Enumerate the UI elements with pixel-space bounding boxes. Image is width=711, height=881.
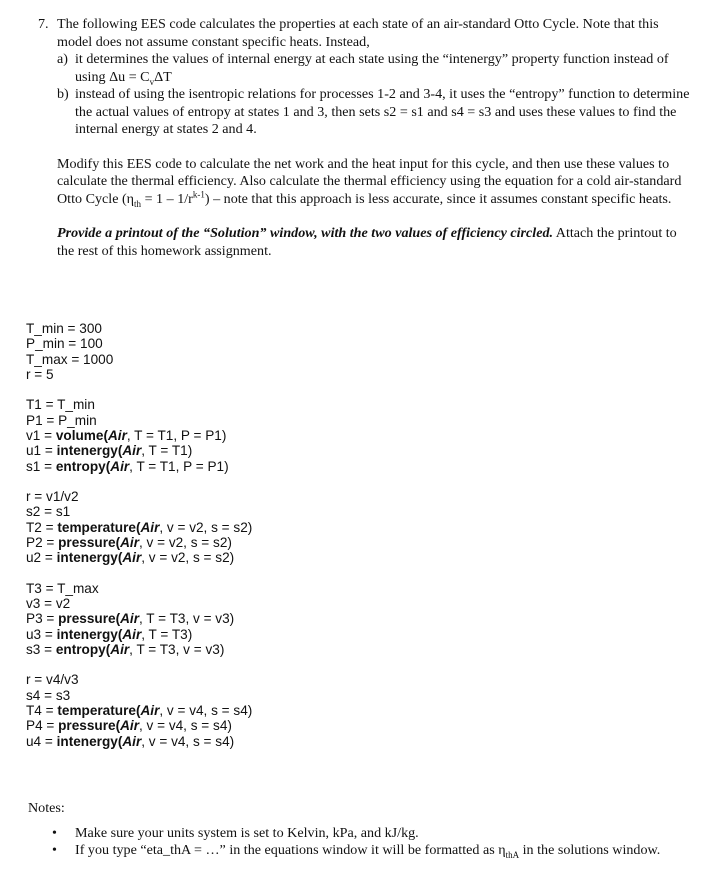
item-b-label: b) — [57, 86, 69, 102]
code-line: u4 = intenergy(Air, v = v4, s = s4) — [26, 733, 235, 749]
code-line: T2 = temperature(Air, v = v2, s = s2) — [26, 519, 253, 535]
item-a-text — [75, 51, 693, 86]
item-b-text: instead of using the isentropic relations for processes 1-2 and 3-4, it uses the “entropy” function to determine the actual values of entropy at states 1 and 3, then sets s2 = s1 and s4 = s3 and uses these values to find the internal energy at states 2 and 4. — [75, 86, 690, 137]
code-line: T1 = T_min — [26, 397, 95, 413]
code-line: u3 = intenergy(Air, T = T3) — [26, 626, 193, 642]
bullet-icon: • — [52, 842, 57, 858]
code-line: r = v1/v2 — [26, 489, 79, 505]
code-block-state-4 — [26, 672, 252, 748]
code-block-state-2 — [26, 489, 252, 565]
notes-section — [28, 800, 698, 860]
code-line: T_max = 1000 — [26, 351, 114, 367]
code-block-state-1 — [26, 397, 252, 473]
code-line: T3 = T_max — [26, 580, 99, 596]
problem-number: 7. — [38, 16, 49, 32]
list-item — [28, 825, 698, 843]
delta-u-formula: $\Delta u = C_v\Delta T$ — [109, 68, 172, 87]
code-line: u1 = intenergy(Air, T = T1) — [26, 443, 193, 459]
code-line: r = v4/v3 — [26, 672, 79, 688]
code-block-inputs — [26, 321, 252, 382]
code-line: s4 = s3 — [26, 687, 71, 703]
code-line: s3 = entropy(Air, T = T3, v = v3) — [26, 641, 225, 657]
item-a-text-body: it determines the values of internal energy at each state using the “intenergy” property function instead of using — [75, 51, 669, 85]
code-line: s2 = s1 — [26, 504, 71, 520]
code-line: P1 = P_min — [26, 412, 97, 428]
problem-intro — [38, 16, 693, 51]
printout-bold-text: Provide a printout of the “Solution” window, with the two values of efficiency circled. — [57, 225, 554, 241]
code-line: u2 = intenergy(Air, v = v2, s = s2) — [26, 550, 235, 566]
item-a-label: a) — [57, 51, 68, 67]
code-line: r = 5 — [26, 366, 54, 382]
problem-statement — [38, 16, 693, 260]
code-line: P_min = 100 — [26, 336, 103, 352]
list-item — [28, 842, 698, 860]
code-line: T_min = 300 — [26, 321, 102, 336]
notes-heading: Notes: — [28, 800, 65, 816]
code-line: v3 = v2 — [26, 596, 71, 612]
code-line: v1 = volume(Air, T = T1, P = P1) — [26, 427, 227, 443]
modify-instructions: Modify this EES code to calculate the net work and the heat input for this cycle, and then use these values to calculate the thermal efficiency. Also calculate the thermal efficiency using the equation for a cold air-standard Otto Cycle $(\eta_{th} = 1 - 1/r^{k-1})$ – note that this approach is less accurate, since it assumes constant specific heats. — [57, 155, 682, 209]
code-line: P4 = pressure(Air, v = v4, s = s4) — [26, 718, 232, 734]
problem-intro-text: The following EES code calculates the properties at each state of an air-standard Otto Cycle. Note that this model does not assume constant specific heats. Instead, — [57, 16, 659, 50]
printout-rest-text: Attach the printout to the rest of this homework assignment. — [57, 225, 677, 259]
problem-item-b — [57, 86, 693, 139]
ees-code — [26, 321, 252, 749]
printout-instructions — [57, 225, 693, 260]
note-text: If you type “eta_thA = …” in the equations window it will be formatted as $\eta_{thA}$ in the solutions window. — [75, 842, 661, 860]
problem-item-a — [57, 51, 693, 86]
code-line: T4 = temperature(Air, v = v4, s = s4) — [26, 702, 253, 718]
code-line: P2 = pressure(Air, v = v2, s = s2) — [26, 534, 232, 550]
code-block-state-3 — [26, 581, 252, 657]
code-line: P3 = pressure(Air, T = T3, v = v3) — [26, 611, 235, 627]
code-line: s1 = entropy(Air, T = T1, P = P1) — [26, 458, 229, 474]
note-text: Make sure your units system is set to Kelvin, kPa, and kJ/kg. — [75, 824, 419, 841]
notes-list — [28, 825, 698, 860]
bullet-icon: • — [52, 824, 57, 841]
